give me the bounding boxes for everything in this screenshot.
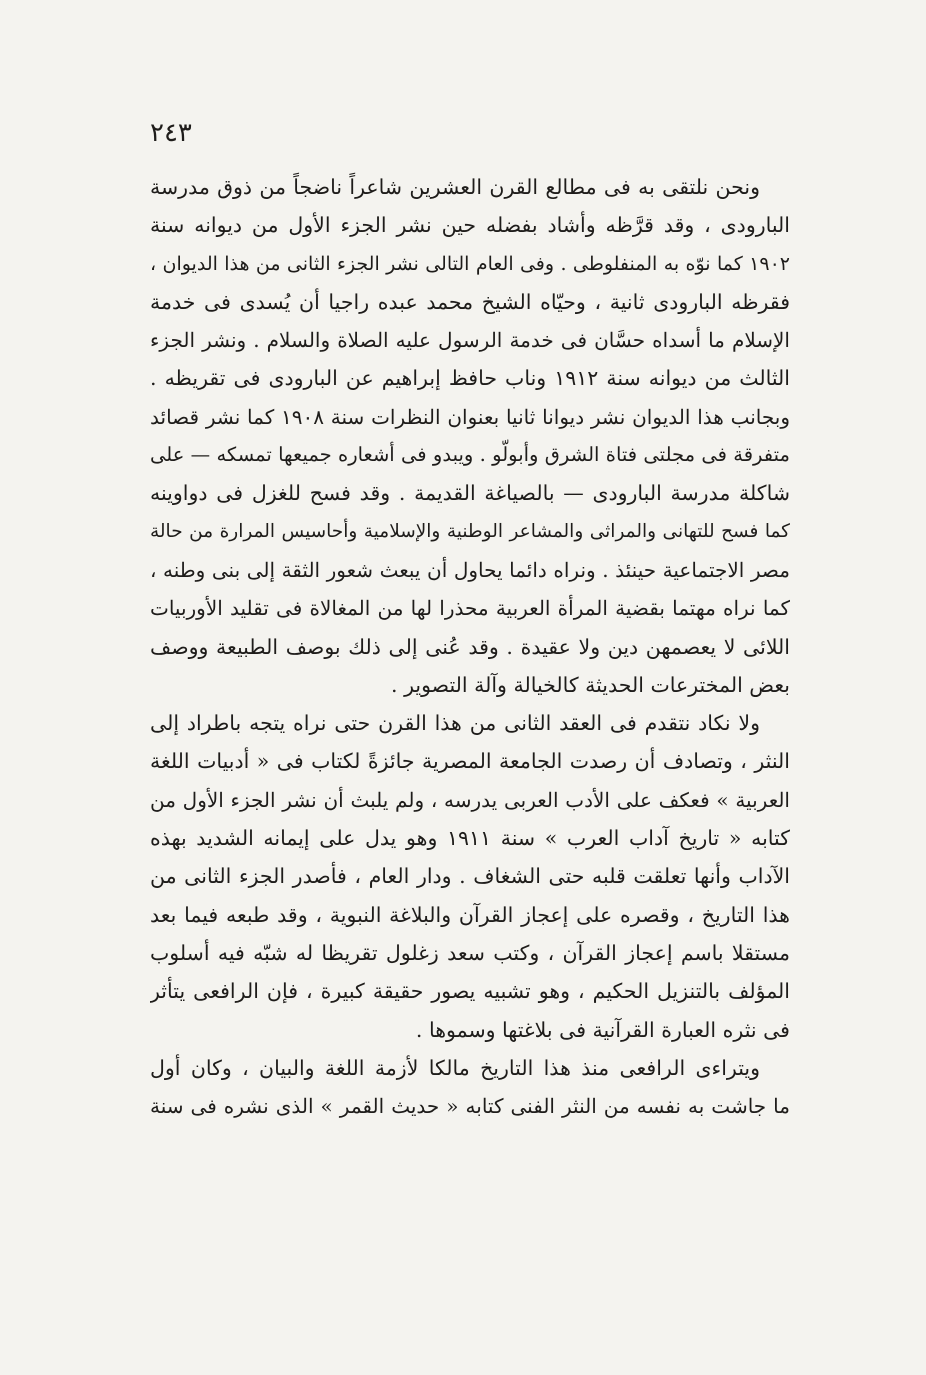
text-line: فى نثره العبارة القرآنية فى بلاغتها وسموها . (415, 1017, 790, 1042)
text-line: الثالث من ديوانه سنة ١٩١٢ وناب حافظ إبراهيم عن البارودى فى تقريظه . (150, 366, 790, 391)
paragraph-3 (150, 1049, 790, 1126)
paragraph-2 (150, 704, 790, 1049)
text-line: بعض المخترعات الحديثة كالخيالة وآلة التصوير . (391, 672, 790, 697)
text-line: ما جاشت به نفسه من النثر الفنى كتابه « حديث القمر » الذى نشره فى سنة (150, 1094, 790, 1119)
page-number: ٢٤٣ (150, 118, 192, 148)
text-line: ويتراءى الرافعى منذ هذا التاريخ مالكا لأزمة اللغة والبيان ، وكان أول (150, 1055, 760, 1080)
text-line: هذا التاريخ ، وقصره على إعجاز القرآن والبلاغة النبوية ، وقد طبعه فيما بعد (150, 902, 790, 927)
text-line: ١٩٠٢ كما نوّه به المنفلوطى . وفى العام التالى نشر الجزء الثانى من هذا الديوان ، (150, 252, 790, 275)
text-line: كما نراه مهتما بقضية المرأة العربية محذرا لها من المغالاة فى تقليد الأوربيات (150, 596, 790, 621)
text-line: اللائى لا يعصمهن دين ولا عقيدة . وقد عُنى إلى ذلك بوصف الطبيعة ووصف (150, 634, 790, 659)
text-line: مصر الاجتماعية حينئذ . ونراه دائما يحاول أن يبعث شعور الثقة إلى بنى وطنه ، (150, 557, 790, 582)
paragraph-1 (150, 168, 790, 704)
text-line: كما فسح للتهانى والمراثى والمشاعر الوطنية والإسلامية وأحاسيس المرارة من حالة (150, 520, 790, 542)
text-line: النثر ، وتصادف أن رصدت الجامعة المصرية جائزةً لكتاب فى « أدبيات اللغة (150, 749, 790, 774)
text-line: مستقلا باسم إعجاز القرآن ، وكتب سعد زغلول تقريظا له شبّه فيه أسلوب (150, 940, 790, 965)
text-line: متفرقة فى مجلتى فتاة الشرق وأبولّو . ويبدو فى أشعاره جميعها تمسكه — على (150, 443, 790, 467)
text-line: كتابه « تاريخ آداب العرب » سنة ١٩١١ وهو يدل على إيمانه الشديد بهذه (150, 826, 790, 851)
text-line: ونحن نلتقى به فى مطالع القرن العشرين شاعراً ناضجاً من ذوق مدرسة (150, 175, 760, 199)
text-line: ولا نكاد نتقدم فى العقد الثانى من هذا القرن حتى نراه يتجه باطراد إلى (150, 711, 760, 736)
text-line: وبجانب هذا الديوان نشر ديوانا ثانيا بعنوان النظرات سنة ١٩٠٨ كما نشر قصائد (150, 404, 790, 429)
text-line: الإسلام ما أسداه حسَّان فى خدمة الرسول عليه الصلاة والسلام . ونشر الجزء (150, 328, 790, 353)
text-line: فقرظه البارودى ثانية ، وحيّاه الشيخ محمد عبده راجيا أن يُسدى فى خدمة (150, 289, 790, 314)
text-line: المؤلف بالتنزيل الحكيم ، وهو تشبيه يصور حقيقة كبيرة ، فإن الرافعى يتأثر (150, 979, 790, 1004)
text-line: العربية » فعكف على الأدب العربى يدرسه ، ولم يلبث أن نشر الجزء الأول من (150, 787, 790, 812)
body-text (150, 168, 790, 1125)
text-line: الآداب وأنها تعلقت قلبه حتى الشغاف . ودار العام ، فأصدر الجزء الثانى من (150, 864, 790, 889)
text-line: شاكلة مدرسة البارودى — بالصياغة القديمة . وقد فسح للغزل فى دواوينه (150, 481, 790, 506)
text-line: البارودى ، وقد قرَّظه وأشاد بفضله حين نشر الجزء الأول من ديوانه سنة (150, 213, 790, 238)
